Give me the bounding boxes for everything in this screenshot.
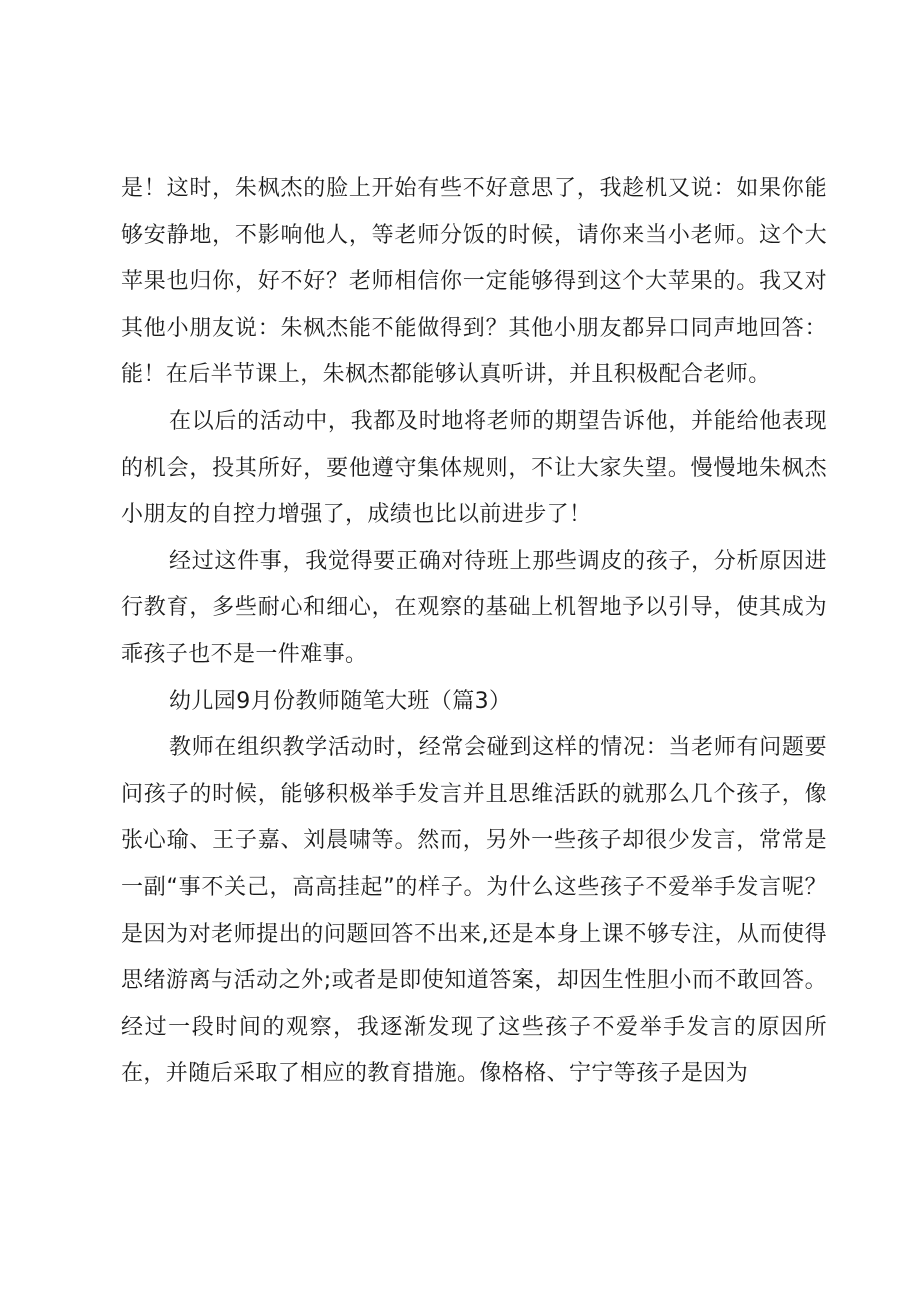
paragraph-followup-activities: 在以后的活动中，我都及时地将老师的期望告诉他，并能给他表现的机会，投其所好，要他遵守集体规则，不让大家失望。慢慢地朱枫杰小朋友的自控力增强了，成绩也比以前进步了！: [121, 408, 827, 528]
paragraph-continuation: 是！这时，朱枫杰的脸上开始有些不好意思了，我趁机又说：如果你能够安静地，不影响他人，等老师分饭的时候，请你来当小老师。这个大苹果也归你，好不好？老师相信你一定能够得到这个大苹果的。我又对其他小朋友说：朱枫杰能不能做得到？其他小朋友都异口同声地回答：能！在后半节课上，朱枫杰都能够认真听讲，并且积极配合老师。: [121, 176, 827, 388]
section-title: 幼儿园9月份教师随笔大班（篇3）: [169, 688, 512, 714]
paragraph-section-body: 教师在组织教学活动时，经常会碰到这样的情况：当老师有问题要问孩子的时候，能够积极举手发言并且思维活跃的就那么几个孩子，像张心瑜、王子嘉、刘晨啸等。然而，另外一些孩子却很少发言，常常是一副“事不关己，高高挂起”的样子。为什么这些孩子不爱举手发言呢？是因为对老师提出的问题回答不出来,还是本身上课不够专注，从而使得思绪游离与活动之外;或者是即使知道答案，却因生性胆小而不敢回答。经过一段时间的观察，我逐渐发现了这些孩子不爱举手发言的原因所在，并随后采取了相应的教育措施。像格格、宁宁等孩子是因为: [121, 735, 827, 1087]
document-body: [121, 166, 827, 1098]
paragraph-conclusion: 经过这件事，我觉得要正确对待班上那些调皮的孩子，分析原因进行教育，多些耐心和细心，在观察的基础上机智地予以引导，使其成为乖孩子也不是一件难事。: [121, 548, 827, 667]
